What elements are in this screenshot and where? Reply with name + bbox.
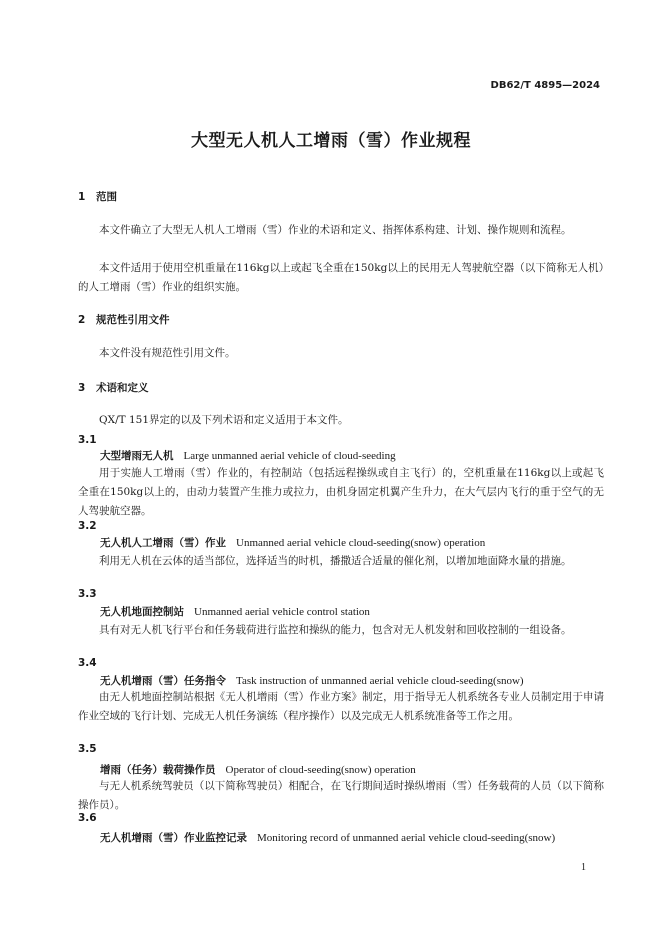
term-definition: 用于实施人工增雨（雪）作业的，有控制站（包括远程操纵或自主飞行）的，空机重量在116kg以上或起飞全重在150kg以上的，由动力装置产生推力或拉力，由机身固定机翼产生升力，在大气层内飞行的重于空气的无人驾驶航空器。 [78, 467, 604, 517]
section-1-heading [78, 189, 117, 204]
paragraph: QX/T 151界定的以及下列术语和定义适用于本文件。 [99, 414, 349, 426]
term-english: Operator of cloud-seeding(snow) operation [225, 764, 416, 776]
section-title: 范围 [96, 191, 117, 203]
term-chinese: 无人机地面控制站 [100, 606, 184, 618]
term-english: Unmanned aerial vehicle cloud-seeding(snow) operation [236, 537, 486, 549]
term-entry [100, 604, 370, 619]
term-english: Large unmanned aerial vehicle of cloud-seeding [183, 450, 396, 462]
term-entry [100, 448, 396, 463]
term-chinese: 增雨（任务）载荷操作员 [100, 764, 216, 776]
term-chinese: 无人机增雨（雪）任务指令 [100, 675, 226, 687]
clause-number: 3.3 [78, 588, 97, 600]
term-definition: 由无人机地面控制站根据《无人机增雨（雪）作业方案》制定，用于指导无人机系统各专业人员制定用于申请作业空域的飞行计划、完成无人机任务演练（程序操作）以及完成无人机系统准备等工作之用。 [78, 691, 604, 722]
term-chinese: 无人机人工增雨（雪）作业 [100, 537, 226, 549]
standard-code: DB62/T 4895—2024 [490, 80, 600, 91]
term-definition: 具有对无人机飞行平台和任务载荷进行监控和操纵的能力，包含对无人机发射和回收控制的一组设备。 [99, 624, 572, 636]
term-entry [100, 535, 485, 550]
clause-number: 3.5 [78, 743, 97, 755]
paragraph: 本文件确立了大型无人机人工增雨（雪）作业的术语和定义、指挥体系构建、计划、操作规则和流程。 [99, 224, 572, 236]
clause-number: 3.4 [78, 657, 97, 669]
term-chinese: 大型增雨无人机 [100, 450, 174, 462]
clause-number: 3.6 [78, 812, 97, 824]
section-title: 规范性引用文件 [96, 314, 170, 326]
term-entry [100, 830, 555, 845]
term-entry [100, 673, 524, 688]
section-3-heading [78, 380, 149, 395]
term-english: Unmanned aerial vehicle control station [194, 606, 370, 618]
term-chinese: 无人机增雨（雪）作业监控记录 [100, 832, 247, 844]
paragraph: 本文件没有规范性引用文件。 [99, 347, 236, 359]
section-2-heading [78, 312, 170, 327]
clause-number: 3.2 [78, 520, 97, 532]
term-definition: 与无人机系统驾驶员（以下简称驾驶员）相配合，在飞行期间适时操纵增雨（雪）任务载荷的人员（以下简称操作员）。 [78, 780, 604, 811]
term-english: Task instruction of unmanned aerial vehicle cloud-seeding(snow) [236, 675, 524, 687]
term-english: Monitoring record of unmanned aerial vehicle cloud-seeding(snow) [257, 832, 556, 844]
section-title: 术语和定义 [96, 382, 149, 394]
section-number: 2 [78, 314, 86, 326]
clause-number: 3.1 [78, 434, 97, 446]
section-number: 1 [78, 191, 86, 203]
paragraph: 本文件适用于使用空机重量在116kg以上或起飞全重在150kg以上的民用无人驾驶航空器（以下简称无人机）的人工增雨（雪）作业的组织实施。 [78, 262, 604, 293]
term-definition: 利用无人机在云体的适当部位，选择适当的时机，播撒适合适量的催化剂，以增加地面降水量的措施。 [99, 555, 572, 567]
document-title: 大型无人机人工增雨（雪）作业规程 [191, 131, 471, 151]
page-number: 1 [581, 862, 586, 873]
term-entry [100, 762, 416, 777]
section-number: 3 [78, 382, 86, 394]
